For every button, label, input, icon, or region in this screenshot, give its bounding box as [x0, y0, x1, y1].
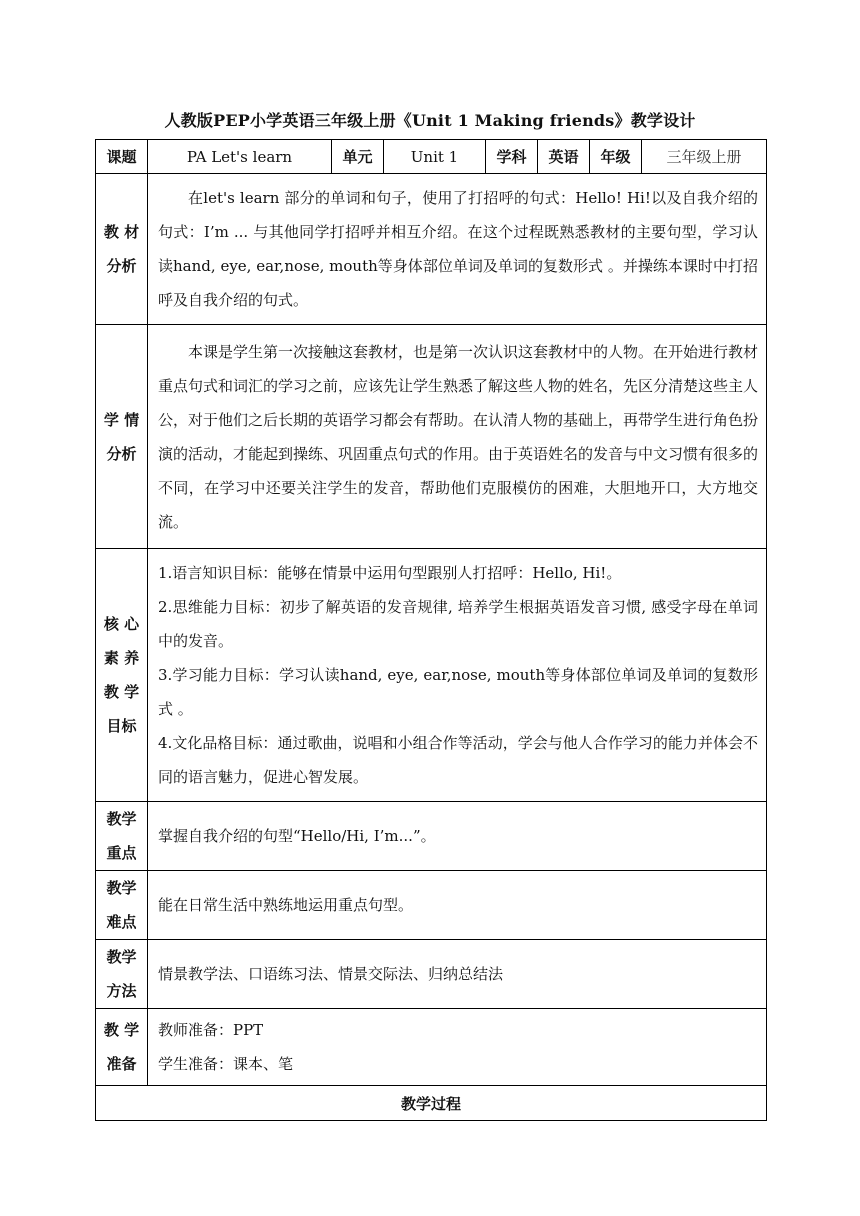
textbook-row [96, 174, 767, 325]
goals-row [96, 549, 767, 802]
preparation-row [96, 1009, 767, 1086]
document-title: 人教版PEP小学英语三年级上册《Unit 1 Making friends》教学设计 [164, 111, 696, 130]
methods-label: 教学 方法 [96, 940, 148, 1009]
methods-row [96, 940, 767, 1009]
topic-value: PA Let's learn [148, 140, 332, 174]
teacher-preparation: 教师准备：PPT [158, 1021, 264, 1039]
students-analysis-text: 本课是学生第一次接触这套教材，也是第一次认识这套教材中的人物。在开始进行教材重点句式和词汇的学习之前，应该先让学生熟悉了解这些人物的姓名，先区分清楚这些主人公，对于他们之后长期的英语学习都会有帮助。在认清人物的基础上，再带学生进行角色扮演的活动，才能起到操练、巩固重点句式的作用。由于英语姓名的发音与中文习惯有很多的不同，在学习中还要关注学生的发音，帮助他们克服模仿的困难，大胆地开口，大方地交流。 [148, 325, 767, 549]
process-row [96, 1086, 767, 1121]
goal-item: 2.思维能力目标：初步了解英语的发音规律, 培养学生根据英语发音习惯, 感受字母在单词中的发音。 [158, 598, 758, 650]
key-points-row [96, 802, 767, 871]
goal-item: 3.学习能力目标：学习认读hand, eye, ear,nose, mouth等身体部位单词及单词的复数形式 。 [158, 666, 758, 718]
lesson-plan-table [95, 139, 767, 1121]
textbook-label: 教 材 分析 [96, 174, 148, 325]
difficulties-row [96, 871, 767, 940]
subject-label: 学科 [486, 140, 538, 174]
textbook-analysis-text: 在let's learn 部分的单词和句子，使用了打招呼的句式：Hello! Hi!以及自我介绍的句式：I’m ... 与其他同学打招呼并相互介绍。在这个过程既熟悉教材的主要句型，学习认读hand, eye, ear,nose, mouth等身体部位单词及单词的复数形式 。并操练本课时中打招呼及自我介绍的句式。 [148, 174, 767, 325]
key-points-label: 教学 重点 [96, 802, 148, 871]
students-label: 学 情 分析 [96, 325, 148, 549]
topic-label: 课题 [96, 140, 148, 174]
student-preparation: 学生准备：课本、笔 [158, 1055, 294, 1073]
unit-label: 单元 [332, 140, 384, 174]
difficulties-text: 能在日常生活中熟练地运用重点句型。 [148, 871, 767, 940]
grade-value: 三年级上册 [642, 140, 767, 174]
methods-text: 情景教学法、口语练习法、情景交际法、归纳总结法 [148, 940, 767, 1009]
preparation-text [148, 1009, 767, 1086]
goal-item: 1.语言知识目标：能够在情景中运用句型跟别人打招呼：Hello, Hi!。 [158, 564, 622, 582]
grade-label: 年级 [590, 140, 642, 174]
goal-item: 4.文化品格目标：通过歌曲，说唱和小组合作等活动，学会与他人合作学习的能力并体会不同的语言魅力，促进心智发展。 [158, 734, 758, 786]
goals-label: 核 心 素 养 教 学 目标 [96, 549, 148, 802]
students-row [96, 325, 767, 549]
header-row [96, 140, 767, 174]
subject-value: 英语 [538, 140, 590, 174]
unit-value: Unit 1 [384, 140, 486, 174]
difficulties-label: 教学 难点 [96, 871, 148, 940]
process-heading: 教学过程 [96, 1086, 767, 1121]
key-points-text: 掌握自我介绍的句型“Hello/Hi, I’m...”。 [148, 802, 767, 871]
goals-list [148, 549, 767, 802]
preparation-label: 教 学 准备 [96, 1009, 148, 1086]
